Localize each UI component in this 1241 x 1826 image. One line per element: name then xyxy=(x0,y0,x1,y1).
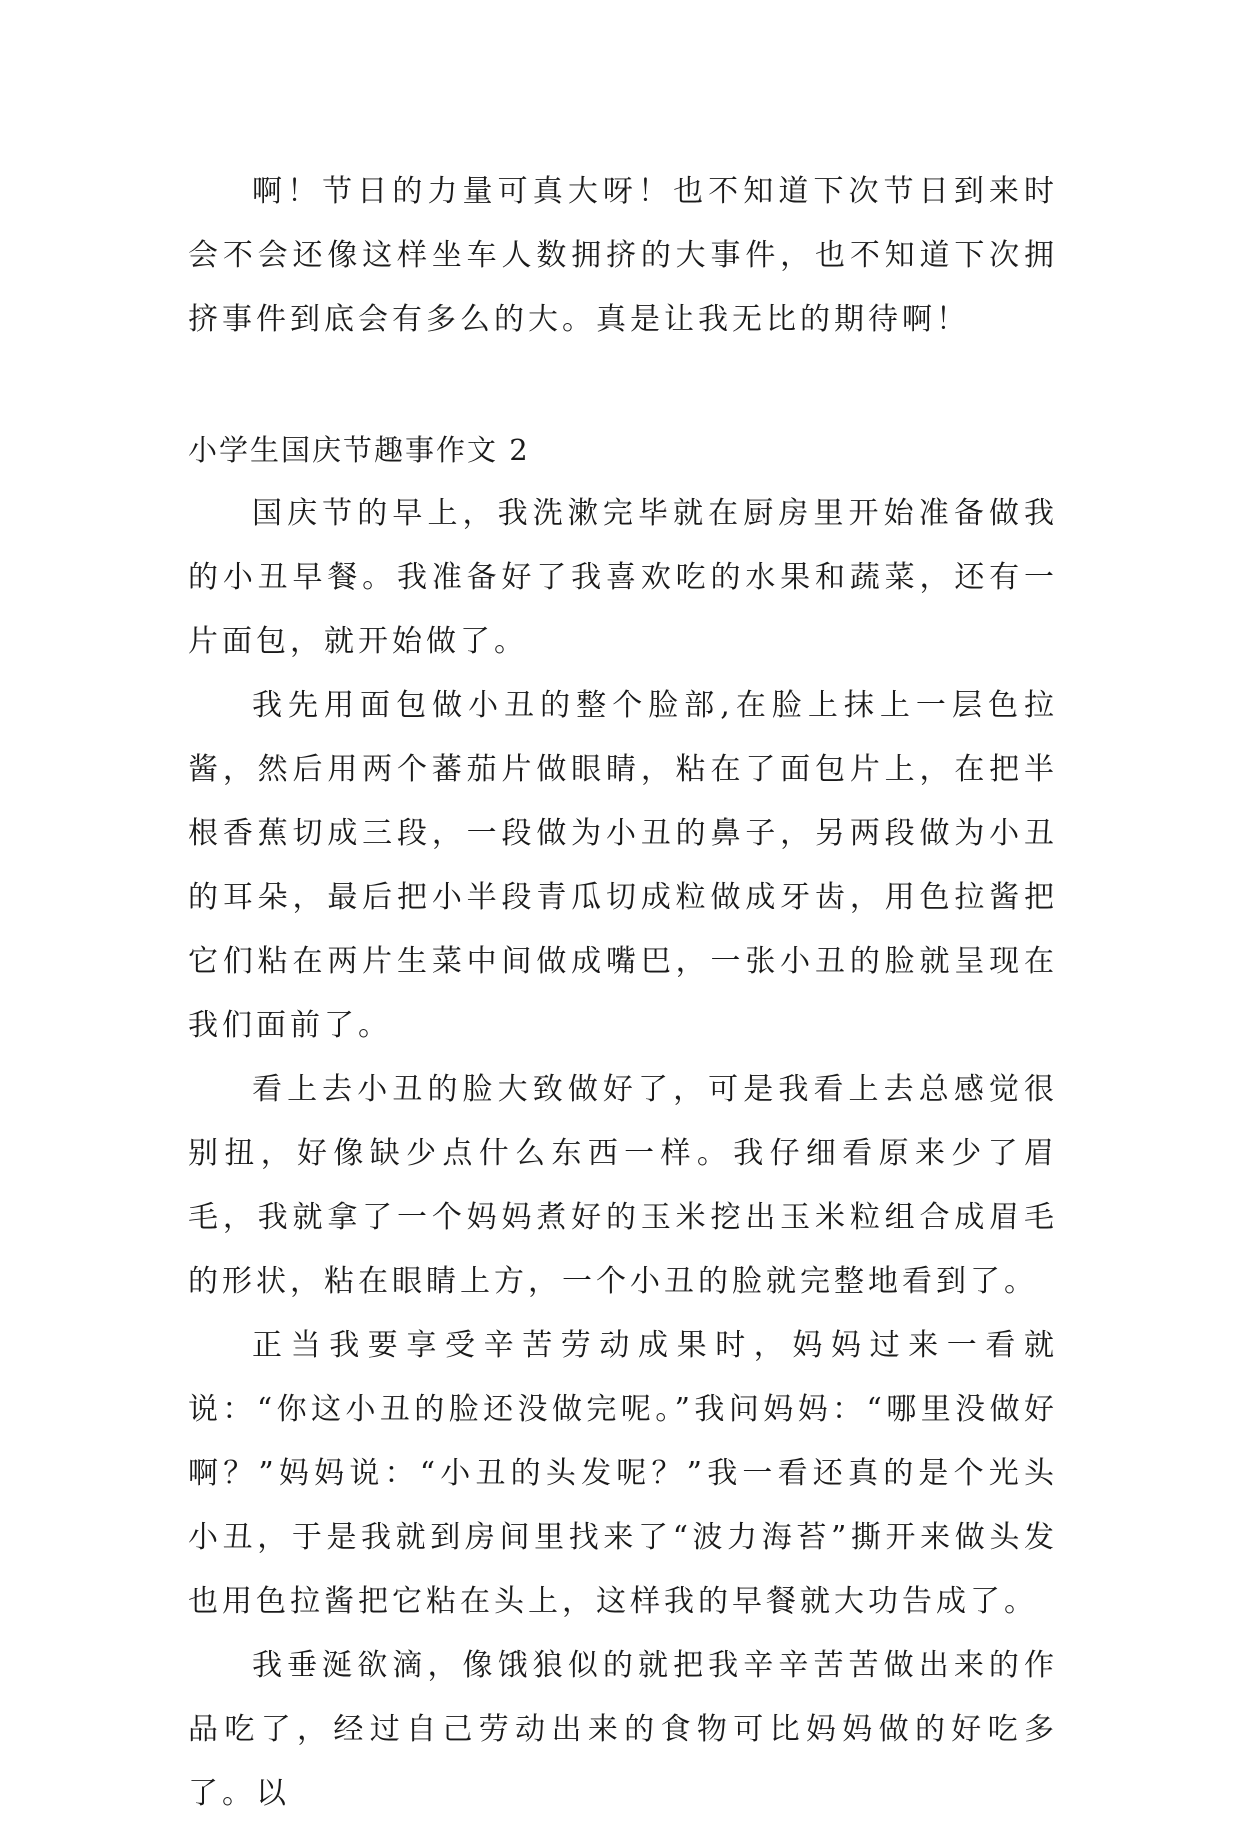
paragraph-1: 国庆节的早上，我洗漱完毕就在厨房里开始准备做我的小丑早餐。我准备好了我喜欢吃的水果和蔬菜，还有一片面包，就开始做了。 xyxy=(188,496,1058,659)
section-heading: 小学生国庆节趣事作文 2 xyxy=(188,433,530,467)
document-body xyxy=(188,160,1058,1826)
paragraph-intro: 啊！节日的力量可真大呀！也不知道下次节日到来时会不会还像这样坐车人数拥挤的大事件，也不知道下次拥挤事件到底会有多么的大。真是让我无比的期待啊！ xyxy=(188,174,1058,337)
paragraph-4: 正当我要享受辛苦劳动成果时，妈妈过来一看就说：“你这小丑的脸还没做完呢。”我问妈妈：“哪里没做好啊？”妈妈说：“小丑的头发呢？”我一看还真的是个光头小丑，于是我就到房间里找来了“波力海苔”撕开来做头发也用色拉酱把它粘在头上，这样我的早餐就大功告成了。 xyxy=(188,1328,1058,1619)
paragraph-2: 我先用面包做小丑的整个脸部,在脸上抹上一层色拉酱，然后用两个蕃茄片做眼睛，粘在了面包片上，在把半根香蕉切成三段，一段做为小丑的鼻子，另两段做为小丑的耳朵，最后把小半段青瓜切成粒做成牙齿，用色拉酱把它们粘在两片生菜中间做成嘴巴，一张小丑的脸就呈现在我们面前了。 xyxy=(188,688,1058,1043)
paragraph-5: 我垂涎欲滴，像饿狼似的就把我辛辛苦苦做出来的作品吃了，经过自己劳动出来的食物可比妈妈做的好吃多了。以 xyxy=(188,1648,1058,1811)
paragraph-3: 看上去小丑的脸大致做好了，可是我看上去总感觉很别扭，好像缺少点什么东西一样。我仔细看原来少了眉毛，我就拿了一个妈妈煮好的玉米挖出玉米粒组合成眉毛的形状，粘在眼睛上方，一个小丑的脸就完整地看到了。 xyxy=(188,1072,1058,1299)
